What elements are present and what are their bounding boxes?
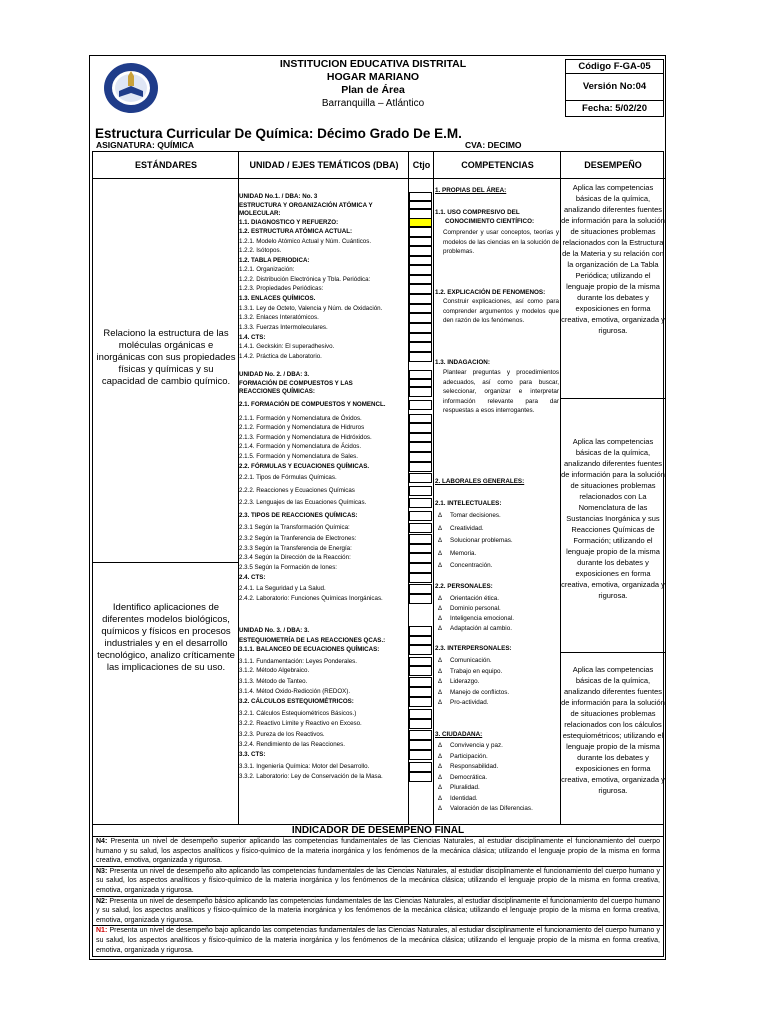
ctjo-box [409, 511, 432, 521]
ctjo-box [409, 523, 432, 533]
ctjo-box [409, 218, 432, 227]
comp-ciudadana: 3. CIUDADANA: [435, 731, 483, 738]
ctjo-box [409, 697, 432, 707]
ctjo-box [409, 677, 432, 687]
unidad-item: 2.4.1. La Seguridad y La Salud. [239, 585, 326, 592]
unidad-item: UNIDAD No. 3. / DBA: 3. [239, 627, 310, 634]
unidad-item: 2.3. TIPOS DE REACCIONES QUÍMICAS: [239, 512, 358, 519]
comp-11-title: 1.1. USO COMPRESIVO DEL [435, 209, 520, 216]
unidad-item: 2.3.4 Según la Dirección de la Reacción: [239, 554, 351, 561]
header-ctjo: Ctjo [409, 152, 434, 179]
comp-11-subtitle: CONOCIMIENTO CIENTÍFICO: [445, 218, 535, 225]
estandar-divider [93, 562, 239, 563]
unidad-item: 3.1.2. Método Algebraico. [239, 667, 310, 674]
unidad-item: REACCIONES QUÍMICAS: [239, 388, 315, 395]
final-indicator-title: INDICADOR DE DESEMPEÑO FINAL [93, 825, 663, 837]
unidad-item: 1.3. ENLACES QUÍMICOS. [239, 295, 316, 302]
triangle-bullet-icon: Δ [438, 689, 443, 696]
comp-propias: 1. PROPIAS DEL ÁREA: [435, 187, 507, 194]
school-name: INSTITUCION EDUCATIVA DISTRITAL [279, 58, 467, 70]
unidad-item: 3.3.2. Laboratorio: Ley de Conservación de la Masa. [239, 773, 383, 780]
ctjo-box [409, 237, 432, 246]
school-seal-icon [102, 61, 160, 115]
comp-laborales: 2. LABORALES GENERALES: [435, 478, 525, 485]
ctjo-box [409, 442, 432, 452]
triangle-bullet-icon: Δ [438, 785, 443, 791]
ctjo-box [409, 553, 432, 563]
ctjo-box [409, 573, 432, 583]
unidad-item: 1.3.1. Ley de Octeto, Valencia y Núm. de Oxidación. [239, 305, 383, 312]
competencia-item: Δ Tomar decisiones. [438, 511, 564, 522]
unidad-item: 3.1.1. BALANCEO DE ECUACIONES QUÍMICAS: [239, 646, 380, 653]
ctjo-box [409, 636, 432, 645]
competencia-item: Δ Manejo de conflictos. [438, 688, 564, 699]
triangle-bullet-icon: Δ [438, 550, 443, 557]
triangle-bullet-icon: Δ [438, 538, 443, 544]
ctjo-box [409, 762, 432, 772]
ctjo-box [409, 246, 432, 256]
ctjo-box [409, 452, 432, 462]
ctjo-box [409, 352, 432, 362]
school-subname: HOGAR MARIANO [326, 71, 420, 83]
ctjo-box [409, 379, 432, 387]
comp-23-title: 2.3. INTERPERSONALES: [435, 645, 512, 652]
final-indicator-items [93, 837, 663, 955]
competencia-item: Δ Inteligencia emocional. [438, 614, 564, 625]
header-meta [565, 59, 664, 117]
page-title: Estructura Curricular De Química: Décimo Grado De E.M. [95, 126, 462, 141]
final-level-n3: N3: Presenta un nivel de desempeño alto aplicando las competencias fundamentales de las Ciencias Naturales, al estudiar disciplinamente el funcionamiento del cuerpo humano y su salud, los aspectos analíticos y físico-químico de la materia inorgánica y los fenómenos de la mecánica clásica; utilizando el lenguaje propio de la misma en forma creativa, emotiva, organizada y rigurosa. [93, 867, 663, 897]
competencia-item: Δ Orientación ética. [438, 594, 564, 605]
col-estandares [93, 152, 239, 824]
unidad-item: 2.1.4. Formación y Nomenclatura de Ácidos. [239, 443, 362, 450]
location: Barranquilla – Atlántico [321, 98, 425, 109]
competencia-item: Δ Responsabilidad. [438, 762, 564, 773]
triangle-bullet-icon: Δ [438, 753, 443, 760]
competencia-item: Δ Memoria. [438, 549, 564, 560]
unidad-item: 2.1. FORMACIÓN DE COMPUESTOS Y NOMENCL. [239, 401, 386, 408]
unidad-item: 1.4. CTS: [239, 334, 266, 341]
header-competencias: COMPETENCIAS [434, 152, 561, 179]
unidad-item: 1.3.2. Enlaces Interatómicos. [239, 314, 319, 321]
competencia-item: Δ Democrática. [438, 773, 564, 784]
unidad-item: 2.1.5. Formación y Nomenclatura de Sales. [239, 453, 358, 460]
triangle-bullet-icon: Δ [438, 795, 443, 802]
triangle-bullet-icon: Δ [438, 774, 443, 781]
comp-12-title: 1.2. EXPLICACIÓN DE FENOMENOS: [435, 289, 546, 296]
unidad-item: 1.2. TABLA PERIODICA: [239, 257, 310, 264]
ctjo-box [409, 227, 432, 237]
comp-13-text: Plantear preguntas y procedimientos adecuados, así como para buscar, seleccionar, organizar e interpretar información relevante para dar respuestas a esos interrogantes. [443, 369, 559, 414]
ctjo-box [409, 387, 432, 397]
unidad-item: 2.4.2. Laboratorio: Funciones Químicas Inorgánicas. [239, 595, 383, 602]
unidad-item: 1.4.1. Geckskin: El superadhesivo. [239, 343, 335, 350]
ctjo-box [409, 323, 432, 333]
competencia-item: Δ Liderazgo. [438, 677, 564, 688]
ctjo-box [409, 275, 432, 284]
triangle-bullet-icon: Δ [438, 626, 443, 632]
competencia-item: Δ Comunicación. [438, 656, 564, 667]
ctjo-box [409, 192, 432, 201]
ctjo-box [409, 772, 432, 782]
unidad-item: 3.2. CÁLCULOS ESTEQUIOMÉTRICOS: [239, 698, 354, 705]
unidad-item: 2.3.3 Según la Transferencia de Energía: [239, 545, 352, 552]
final-indicator [92, 825, 664, 957]
unidad-item: 1.2.2. Distribución Electrónica y Tbla. Periódica: [239, 276, 371, 283]
ctjo-box [409, 498, 432, 508]
desempeno-1: Aplica las competencias básicas de la química, analizando diferentes fuentes de información para la solución de situaciones problemas relacionados con la Estructura de la Materia y su relación con la organización de La Tabla Periódica; utilizando el lenguaje propio de la misma durante los debates y exposiciones en forma creativa, emotiva, organizada y rigurosa. [561, 183, 665, 335]
final-level-n1: N1: Presenta un nivel de desempeño bajo aplicando las competencias fundamentales de las Ciencias Naturales, al estudiar disciplinamente el funcionamiento del cuerpo humano y su salud, los aspectos analíticos y físico-químico de la materia inorgánica y los fenómenos de la mecánica clásica; utilizando el lenguaje propio de la misma en forma creativa, emotiva, organizada y rigurosa. [96, 927, 660, 954]
triangle-bullet-icon: Δ [438, 606, 443, 612]
unidad-item: 1.4.2. Práctica de Laboratorio. [239, 353, 322, 360]
ctjo-box [409, 423, 432, 433]
competencia-item: Δ Identidad. [438, 794, 564, 805]
ctjo-box [409, 284, 432, 294]
unidad-item: 2.1.3. Formación y Nomenclatura de Hidróxidos. [239, 434, 372, 441]
ctjo-box [409, 486, 432, 496]
ctjo-box [409, 719, 432, 729]
comp-12-text: Construir explicaciones, así como para comprender argumentos y modelos que den razón de los fenómenos. [443, 298, 559, 324]
header-unidad: UNIDAD / EJES TEMÁTICOS (DBA) [239, 152, 409, 179]
ctjo-box [409, 313, 432, 323]
triangle-bullet-icon: Δ [438, 764, 443, 770]
ctjo-box [409, 709, 432, 719]
ctjo-box [409, 563, 432, 573]
triangle-bullet-icon: Δ [438, 700, 443, 706]
triangle-bullet-icon: Δ [438, 679, 443, 685]
unidad-item: 1.3.3. Fuerzas Intermoleculares. [239, 324, 328, 331]
unidad-item: 2.2.2. Reacciones y Ecuaciones Químicas [239, 487, 355, 494]
unidad-item: 3.2.3. Pureza de los Reactivos. [239, 731, 325, 738]
unidad-item: 2.2.1. Tipos de Fórmulas Químicas. [239, 474, 337, 481]
competencia-item: Δ Adaptación al cambio. [438, 624, 564, 635]
triangle-bullet-icon: Δ [438, 525, 443, 532]
unidad-item: 1.2.1. Modelo Atómico Actual y Núm. Cuánticos. [239, 238, 372, 245]
ctjo-box [409, 265, 432, 275]
ctjo-box [409, 740, 432, 750]
triangle-bullet-icon: Δ [438, 658, 443, 664]
header-estandares: ESTÁNDARES [93, 152, 239, 179]
desempeno-3: Aplica las competencias básicas de la química, analizando diferentes fuentes de información para la solución de situaciones problemas relacionados con los cálculos estequiométricos; utilizando el lenguaje propio de la misma durante los debates y exposiciones en forma creativa, emotiva, organizada y rigurosa. [561, 665, 665, 795]
ctjo-box [409, 626, 432, 636]
document-version: Versión No:04 [565, 74, 664, 101]
competencia-item: Δ Convivencia y paz. [438, 741, 564, 752]
header-desempeno: DESEMPEÑO [561, 152, 665, 179]
unidad-item: 2.3.1 Según la Transformación Química: [239, 524, 350, 531]
ctjo-box [409, 400, 432, 410]
unidad-item: 2.3.2 Según la Tranferencia de Electrones: [239, 535, 357, 542]
unidad-item: 1.2. ESTRUCTURA ATÓMICA ACTUAL: [239, 228, 353, 235]
unidad-item: 3.3.1. Ingeniería Química: Motor del Desarrollo. [239, 763, 370, 770]
unidad-item: 3.1.4. Métod Oxido-Redicción (REDOX). [239, 688, 351, 695]
unidad-item: 3.2.2. Reactivo Límite y Reactivo en Exceso. [239, 720, 362, 727]
unidad-item: 2.4. CTS: [239, 574, 266, 581]
unidad-item: UNIDAD No. 2. / DBA: 3. [239, 371, 310, 378]
competencia-item: Δ Dominio personal. [438, 604, 564, 615]
document-header [90, 56, 664, 120]
ctjo-box [409, 342, 432, 352]
unidad-item: MOLECULAR: [239, 210, 281, 217]
unidad-item: FORMACIÓN DE COMPUESTOS Y LAS [239, 380, 353, 387]
desempeno-2: Aplica las competencias básicas de la química, analizando diferentes fuentes de información para la solución de situaciones problemas relacionados con La Nomenclatura de las Sustancias Inorgánica y sus Reacciones Químicas de Formación; utilizando el lenguaje propio de la misma durante los debates y exposiciones en forma creativa, emotiva, organizada y rigurosa. [561, 437, 665, 600]
ctjo-box [409, 584, 432, 594]
triangle-bullet-icon: Δ [438, 513, 443, 519]
unidad-item: ESTRUCTURA Y ORGANIZACIÓN ATÓMICA Y [239, 202, 373, 209]
unidad-item: 1.2.1. Organización: [239, 266, 295, 273]
competencia-item: Δ Creatividad. [438, 524, 564, 535]
unidad-item: 2.2.3. Lenguajes de las Ecuaciones Químicas. [239, 499, 367, 506]
competencia-item: Δ Solucionar problemas. [438, 536, 564, 547]
competencia-item: Δ Valoración de las Diferencias. [438, 804, 564, 815]
ctjo-box [409, 414, 432, 423]
unidad-item: 2.1.1. Formación y Nomenclatura de Óxidos. [239, 415, 362, 422]
competencia-item: Δ Concentración. [438, 561, 564, 572]
unidad-item: 2.1.2. Formación y Nomenclatura de Hidruros [239, 424, 365, 431]
final-level-n4: N4: Presenta un nivel de desempeño superior aplicando las competencias fundamentales de las Ciencias Naturales, al estudiar disciplinamente el funcionamiento del cuerpo humano y su salud, los aspectos analíticos y físico-químico de la materia inorgánica y los fenómenos de la mecánica clásica; utilizando el lenguaje propio de la misma en forma creativa, emotiva, organizada y rigurosa. [93, 837, 663, 867]
header-titles [174, 58, 572, 110]
ctjo-box [409, 594, 432, 604]
ctjo-box [409, 730, 432, 740]
unidad-item: ESTEQUIOMETRÍA DE LAS REACCIONES QCAS.: [239, 637, 386, 644]
subject-row [92, 141, 664, 151]
comp-22-title: 2.2. PERSONALES: [435, 583, 493, 590]
unidad-item: 1.2.2. Isótopos. [239, 247, 282, 254]
unidad-item: 3.1.1. Fundamentación: Leyes Ponderales. [239, 658, 357, 665]
unidad-item: UNIDAD No.1. / DBA: No. 3 [239, 193, 318, 200]
ctjo-box [409, 370, 432, 379]
comp-13-title: 1.3. INDAGACION: [435, 359, 490, 366]
estandar-1: Relaciono la estructura de las moléculas orgánicas e inorgánicas con sus propiedades físicas y químicas y su capacidad de cambio químico. [96, 328, 236, 387]
triangle-bullet-icon: Δ [438, 616, 443, 622]
unidad-item: 3.1.3. Método de Tanteo. [239, 678, 308, 685]
curriculum-table [92, 151, 664, 825]
desempeno-divider-2 [561, 652, 665, 653]
triangle-bullet-icon: Δ [438, 563, 443, 569]
competencia-item: Δ Participación. [438, 752, 564, 763]
estandar-2: Identifico aplicaciones de diferentes modelos biológicos, químicos y físicos en procesos industriales y en el desarrollo tecnológico, analizo críticamente las implicaciones de su uso. [97, 602, 235, 673]
ctjo-box [409, 473, 432, 483]
ctjo-box [409, 534, 432, 544]
desempeno-divider-1 [561, 398, 665, 399]
ctjo-box [409, 657, 432, 666]
ctjo-box [409, 333, 432, 342]
ctjo-box [409, 256, 432, 265]
ctjo-box [409, 304, 432, 313]
final-level-n2: N2: Presenta un nivel de desempeño básico aplicando las competencias fundamentales de las Ciencias Naturales, al estudiar disciplinamente el funcionamiento del cuerpo humano y su salud, los aspectos analíticos y físico-químico de la materia inorgánica y los fenómenos de la mecánica clásica; utilizando el lenguaje propio de la misma en forma creativa, emotiva, organizada y rigurosa. [93, 897, 663, 927]
comp-11-text: Comprender y usar conceptos, teorías y modelos de las ciencias en la solución de problemas. [443, 229, 559, 255]
triangle-bullet-icon: Δ [438, 806, 443, 812]
unidad-item: 3.3. CTS: [239, 751, 266, 758]
ctjo-box [409, 433, 432, 442]
comp-21-title: 2.1. INTELECTUALES: [435, 500, 502, 507]
grade-label: CVA: DECIMO [465, 140, 522, 150]
competencia-item: Δ Pro-actividad. [438, 698, 564, 709]
document-date: Fecha: 5/02/20 [565, 101, 664, 117]
ctjo-box [409, 750, 432, 760]
unidad-item: 1.1. DIAGNOSTICO Y REFUERZO: [239, 219, 339, 226]
ctjo-box [409, 666, 432, 676]
subject-label: ASIGNATURA: QUÍMICA [96, 140, 195, 150]
ctjo-box [409, 687, 432, 697]
competencia-item: Δ Pluralidad. [438, 783, 564, 794]
ctjo-box [409, 544, 432, 553]
plan-title: Plan de Área [341, 84, 405, 96]
unidad-item: 3.2.4. Rendimiento de las Reacciones. [239, 741, 345, 748]
ctjo-box [409, 294, 432, 304]
unidad-item: 1.2.3. Propiedades Periódicas: [239, 285, 324, 292]
unidad-item: 3.2.1. Cálculos Estequiométricos Básicos.) [239, 710, 357, 717]
ctjo-box [409, 201, 432, 209]
triangle-bullet-icon: Δ [438, 743, 443, 749]
triangle-bullet-icon: Δ [438, 596, 443, 602]
unidad-item: 2.3.5 Según la Formación de Iones: [239, 564, 338, 571]
document-code: Código F-GA-05 [565, 59, 664, 74]
unidad-item: 2.2. FÓRMULAS Y ECUACIONES QUÍMICAS. [239, 463, 370, 470]
ctjo-box [409, 645, 432, 655]
competencia-item: Δ Trabajo en equipo. [438, 667, 564, 678]
triangle-bullet-icon: Δ [438, 668, 443, 675]
document-page [89, 55, 666, 960]
ctjo-box [409, 462, 432, 472]
